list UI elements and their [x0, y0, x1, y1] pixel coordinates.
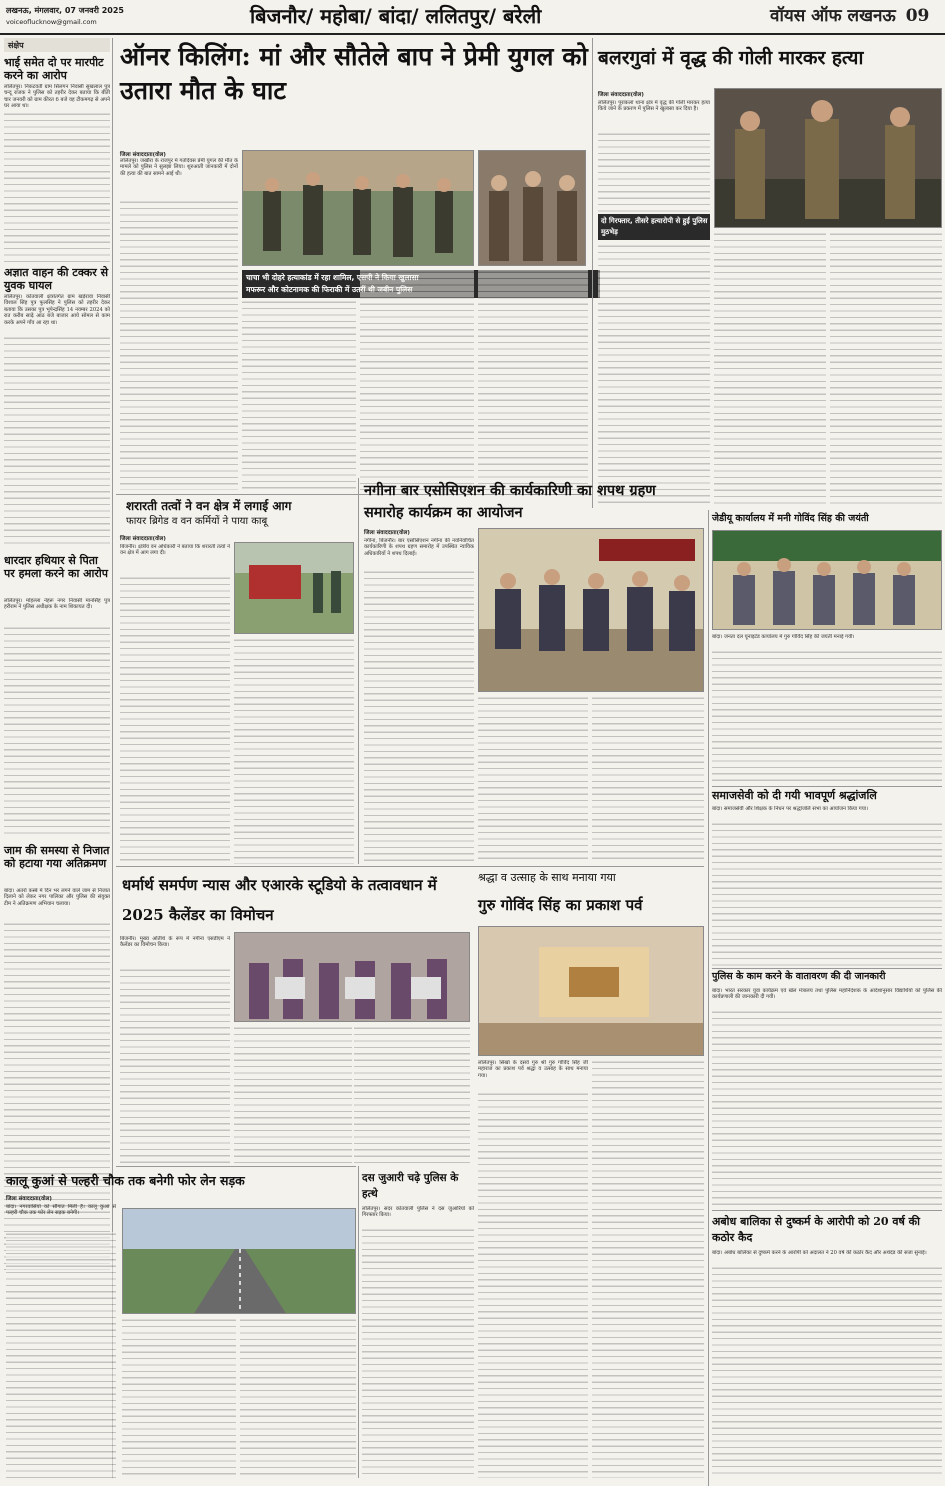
honor-killing-photo-left	[242, 150, 474, 266]
calendar-headline: धर्मार्थ समर्पण न्यास और एआरके स्टूडियो के तत्वावधान में 2025 कैलेंडर का विमोचन	[122, 876, 437, 924]
shraddhanjali-lead: बांदा। समाजसेवी और शिक्षक के निधन पर श्रद्धांजलि सभा का आयोजन किया गया।	[712, 806, 869, 812]
honor-killing-photo-right	[478, 150, 586, 266]
bar-association-lead: नगीना, बिजनौर। बार एसोसिएशन नगीना की नवनिर्वाचित कार्यकारिणी के शपथ ग्रहण समारोह में उपस्थित न्यायिक अधिकारियों ने शपथ दिलाई।	[364, 538, 474, 557]
four-lane-lead: बांदा। नगरवासियों को सौगात मिली है। कालू कुआं से पल्हरी चौक तक फोर लेन सड़क बनेगी।	[6, 1204, 116, 1217]
abodh-lead: बांदा। अबोध बालिका से दुष्कर्म करने के आरोपी को अदालत ने 20 वर्ष की कठोर कैद और अर्थदंड की सजा सुनाई।	[712, 1250, 927, 1256]
forest-fire-byline: जिला संवाददाता(वोल)	[120, 536, 166, 542]
prakash-parv-headline-2: गुरु गोविंद सिंह का प्रकाश पर्व	[478, 896, 643, 914]
shraddhanjali-headline: समाजसेवी को दी गयी भावपूर्ण श्रद्धांजलि	[712, 789, 877, 802]
forest-fire-photo	[234, 542, 354, 634]
honor-killing-headline: ऑनर किलिंग: मां और सौतेले बाप ने प्रेमी युगल को उतारा मौत के घाट	[120, 42, 588, 105]
sidebar-label: संक्षेप	[4, 38, 110, 52]
brand-name: वॉयस ऑफ लखनऊ	[770, 6, 896, 26]
jdu-lead: बांदा। जनता दल यूनाइटेड कार्यालय में गुरु गोविंद सिंह की जयंती मनाई गयी।	[712, 634, 855, 640]
four-lane-photo	[122, 1208, 356, 1314]
brief-lead: ललितपुर। निकटवर्ती ग्राम सिलगन निवासी सुखलाल पुत्र चन्दू राजक ने पुलिस को तहरीर देकर बताया कि बीती चार जनवरी को ग्राम कीरत 6 बजे वह टीकमगढ़ से अपने घर आया था।	[4, 84, 110, 110]
brief-lead: ललितपुर। मोहल्ला नेहरू नगर निवासी मानसिंह पुत्र हरीराम ने पुलिस अधीक्षक के नाम शिकायत दी।	[4, 598, 110, 611]
brand-logo	[770, 6, 929, 26]
section-cities: बिजनौर/ महोबा/ बांदा/ ललितपुर/ बरेली	[250, 4, 542, 28]
jdu-headline: जेडीयू कार्यालय में मनी गोविंद सिंह की जयंती	[712, 513, 869, 524]
jdu-photo	[712, 530, 942, 630]
balarguvan-headline: बलरगुवां में वृद्ध की गोली मारकर हत्या	[598, 47, 864, 69]
gamblers-lead: ललितपुर। सदर कोतवाली पुलिस ने दस जुआरियों को गिरफ्तार किया।	[362, 1206, 474, 1219]
four-lane-byline: जिला संवाददाता(वोल)	[6, 1196, 52, 1202]
gamblers-headline: दस जुआरी चढ़े पुलिस के हत्थे	[362, 1172, 459, 1200]
masthead-email: voiceoflucknow@gmail.com	[6, 18, 97, 26]
masthead	[0, 0, 945, 36]
balarguvan-byline: जिला संवाददाता(वोल)	[598, 92, 644, 98]
calendar-photo	[234, 932, 470, 1022]
forest-fire-lead: बिजनौर। क्षेत्रीय वन अधिकारी ने बताया कि शरारती तत्वों ने वन क्षेत्र में आग लगा दी।	[120, 544, 230, 557]
honor-killing-lead: ललितपुर। जखौरा के राजपुर में गतदिवस प्रेमी युगल की मौत के मामले को पुलिस ने सुलझा लिया। शुरुआती जानकारी में दोनों की हत्या की बात सामने आई थी।	[120, 158, 238, 177]
bar-association-photo	[478, 528, 704, 692]
balarguvan-photo	[714, 88, 942, 228]
forest-fire-subhead: फायर ब्रिगेड व वन कर्मियों ने पाया काबू	[126, 516, 268, 527]
brief-title: जाम की समस्या से निजात को हटाया गया अतिक्रमण	[4, 844, 110, 870]
balarguvan-lead: ललितपुर। पूराकलां थाना क्षेत्र में वृद्ध की गोली मारकर हत्या किये जाने के प्रकरण में पुलिस ने खुलासा कर दिया है।	[598, 100, 710, 113]
balarguvan-callout: दो गिरफ्तार, तीसरे हत्यारोपी से हुई पुलिस मुठभेड़	[601, 217, 708, 236]
brief-lead: बांदा। अतर्रा कस्बे में दिन भर लगने वाले जाम से निजात दिलाने को लेकर नगर पालिका और पुलिस की संयुक्त टीम ने अतिक्रमण अभियान चलाया।	[4, 888, 110, 907]
page-number: 09	[905, 6, 930, 26]
bar-association-headline: नगीना बार एसोसिएशन की कार्यकारिणी का शपथ ग्रहण समारोह कार्यक्रम का आयोजन	[364, 482, 656, 521]
honor-killing-byline: जिला संवाददाता(वोल)	[120, 152, 166, 158]
brief-title: अज्ञात वाहन की टक्कर से युवक घायल	[4, 266, 109, 292]
forest-fire-headline: शरारती तत्वों ने वन क्षेत्र में लगाई आग	[126, 499, 292, 513]
callout-2: मफरूर और कोटनामक की फिराकी में उतरीं थी जबीन पुलिस	[246, 285, 413, 294]
police-info-headline: पुलिस के काम करने के वातावरण की दी जानकारी	[712, 971, 886, 982]
prakash-parv-headline-1: श्रद्धा व उत्साह के साथ मनाया गया	[478, 871, 616, 884]
brief-title: भाई समेत दो पर मारपीट करने का आरोप	[4, 56, 104, 82]
prakash-parv-photo	[478, 926, 704, 1056]
four-lane-headline: कालू कुआं से पल्हरी चौक तक बनेगी फोर लेन सड़क	[6, 1173, 245, 1188]
police-info-lead: बांदा। भारत सरकार युवा कार्यक्रम एवं खेल मंत्रालय तथा पुलिस महानिदेशक के आदेशानुसार विद्यार्थियों को पुलिस की कार्यप्रणाली की जानकारी दी गयी।	[712, 988, 942, 1001]
abodh-headline: अबोध बालिका से दुष्कर्म के आरोपी को 20 वर्ष की कठोर कैद	[712, 1215, 920, 1244]
masthead-date: लखनऊ, मंगलवार, 07 जनवरी 2025	[6, 6, 124, 15]
callout-1: चाचा भी दोहरे हत्याकांड में रहा शामिल, एसपी ने किया खुलासा	[246, 273, 419, 282]
prakash-parv-lead: ललितपुर। सिखों के दसवें गुरु श्री गुरु गोविंद सिंह जी महाराज का प्रकाश पर्व श्रद्धा व उत्साह के साथ मनाया गया।	[478, 1060, 588, 1079]
calendar-lead: बिजनौर। मुख्य अतिथि के रूप में नगीना एसडीएम ने कैलेंडर का विमोचन किया।	[120, 936, 230, 949]
bar-association-byline: जिला संवाददाता(वोल)	[364, 530, 410, 536]
brief-title: धारदार हथियार से पिता पर हमला करने का आरोप	[4, 554, 108, 580]
brief-lead: ललितपुर। कोतवाली क्षेत्रांतर्गत ग्राम खड़ेरावा निवासी विशाल सिंह पुत्र फूलसिंह ने पुलिस को तहरीर देकर बताया कि उसका पुत्र भूपेन्द्रसिंह 14 नवम्बर 2024 को रात करीब साढ़े आठ बजे बाजार आये सोमल से काम करके अपने गाँव आ रहा था।	[4, 294, 110, 326]
